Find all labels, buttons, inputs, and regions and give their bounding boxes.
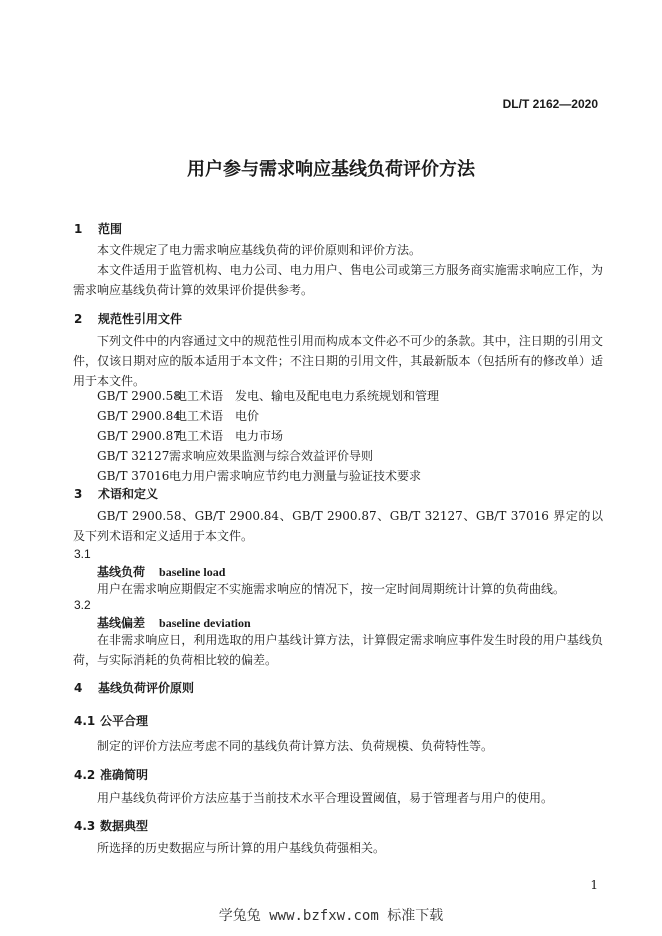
paragraph: 用户基线负荷评价方法应基于当前技术水平合理设置阈值，易于管理者与用户的使用。 (97, 791, 554, 805)
reference-code: GB/T 2900.87 (97, 429, 181, 443)
section-2-heading (74, 310, 182, 327)
clause-title: 公平合理 (100, 714, 149, 728)
term-definition: 在非需求响应日，利用选取的用户基线计算方法，计算假定需求响应事件发生时段的用户基线负荷，与实际消耗的负荷相比较的偏差。 (73, 633, 603, 667)
clause-title: 数据典型 (100, 819, 149, 833)
reference-code: GB/T 2900.84 (97, 409, 181, 423)
reference-item (97, 387, 439, 404)
clause-number: 4.2 (74, 768, 96, 782)
section-number: 2 (74, 312, 83, 326)
reference-item (97, 407, 259, 424)
clause-title: 准确简明 (100, 768, 149, 782)
term-cn: 基线负荷 (97, 565, 146, 579)
term-definition: 用户在需求响应期假定不实施需求响应的情况下，按一定时间周期统计计算的负荷曲线。 (97, 582, 566, 596)
reference-code: GB/T 32127 (97, 449, 170, 463)
reference-code: GB/T 2900.58 (97, 389, 181, 403)
section-title: 基线负荷评价原则 (98, 681, 195, 695)
term-number: 3.1 (74, 547, 91, 561)
standard-number: DL/T 2162—2020 (502, 97, 598, 111)
section-number: 1 (74, 222, 83, 236)
section-title: 术语和定义 (98, 487, 159, 501)
clause-number: 4.1 (74, 714, 96, 728)
term-heading (97, 614, 251, 631)
footer-watermark: 学兔兔 www.bzfxw.com 标准下载 (218, 908, 444, 924)
section-number: 4 (74, 681, 83, 695)
reference-title: 电工术语 电力市场 (175, 429, 284, 443)
paragraph: 本文件适用于监管机构、电力公司、电力用户、售电公司或第三方服务商实施需求响应工作，为需求响应基线负荷计算的效果评价提供参考。 (73, 263, 603, 297)
clause-4-3-heading (74, 817, 148, 834)
reference-item (97, 427, 283, 444)
paragraph: 本文件规定了电力需求响应基线负荷的评价原则和评价方法。 (97, 243, 422, 257)
section-title: 范围 (98, 222, 123, 236)
section-title: 规范性引用文件 (98, 312, 183, 326)
reference-item (97, 447, 373, 464)
paragraph: GB/T 2900.58、GB/T 2900.84、GB/T 2900.87、GB/T 32127、GB/T 37016 界定的以及下列术语和定义适用于本文件。 (73, 509, 603, 543)
section-number: 3 (74, 487, 83, 501)
section-3-heading (74, 485, 158, 502)
term-en: baseline load (159, 565, 226, 579)
paragraph: 制定的评价方法应考虑不同的基线负荷计算方法、负荷规模、负荷特性等。 (97, 739, 494, 753)
reference-code: GB/T 37016 (97, 469, 170, 483)
paragraph: 所选择的历史数据应与所计算的用户基线负荷强相关。 (97, 841, 386, 855)
page-title: 用户参与需求响应基线负荷评价方法 (187, 159, 475, 180)
reference-item (97, 467, 421, 484)
term-cn: 基线偏差 (97, 616, 146, 630)
clause-4-2-heading (74, 766, 148, 783)
clause-4-1-heading (74, 712, 148, 729)
reference-title: 电工术语 发电、输电及配电电力系统规划和管理 (175, 389, 440, 403)
term-en: baseline deviation (159, 616, 251, 630)
section-1-heading (74, 220, 122, 237)
paragraph: 下列文件中的内容通过文中的规范性引用而构成本文件必不可少的条款。其中，注日期的引用文件，仅该日期对应的版本适用于本文件；不注日期的引用文件，其最新版本（包括所有的修改单）适用于本文件。 (73, 334, 603, 388)
section-4-heading (74, 679, 194, 696)
reference-title: 电工术语 电价 (175, 409, 260, 423)
term-number: 3.2 (74, 598, 91, 612)
clause-number: 4.3 (74, 819, 96, 833)
reference-title: 电力用户需求响应节约电力测量与验证技术要求 (169, 469, 422, 483)
term-heading (97, 563, 225, 580)
page-number: 1 (590, 878, 598, 892)
reference-title: 需求响应效果监测与综合效益评价导则 (169, 449, 374, 463)
